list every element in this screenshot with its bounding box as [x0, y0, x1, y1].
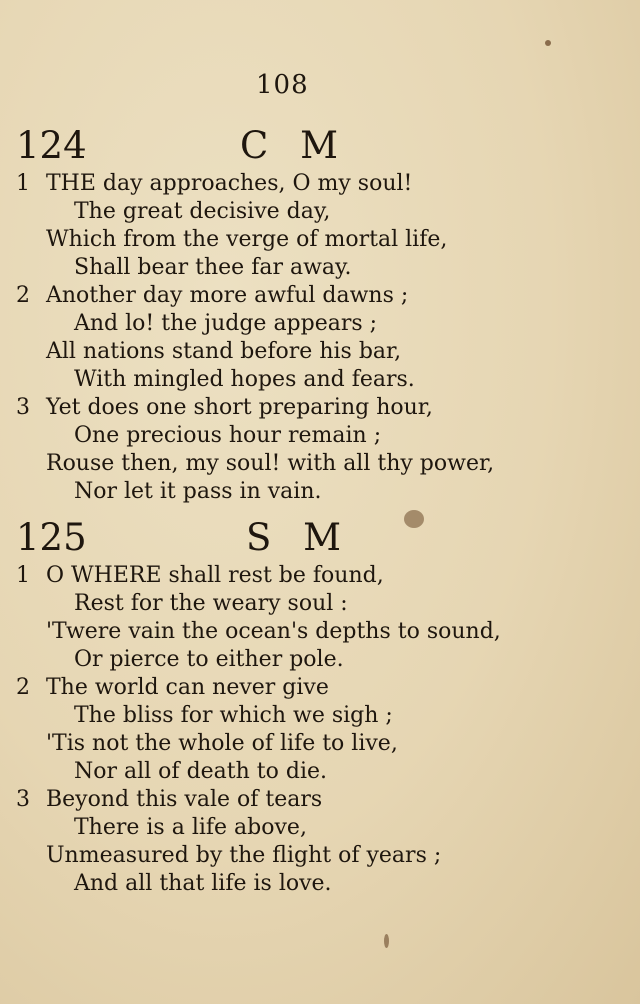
verse-number: 1: [16, 563, 30, 588]
ink-spot: [384, 934, 389, 948]
verse-line: And all that life is love.: [74, 871, 332, 896]
verse-line: Which from the verge of mortal life,: [46, 227, 448, 252]
page-number: 108: [256, 70, 309, 100]
verse-line: Another day more awful dawns ;: [46, 283, 409, 308]
hymn-header: [16, 516, 616, 560]
verse-line: Shall bear thee far away.: [74, 255, 352, 280]
verse-number: 2: [16, 283, 30, 308]
verse-line: Beyond this vale of tears: [46, 787, 323, 812]
verse-line: 'Twere vain the ocean's depths to sound,: [46, 619, 501, 644]
hymn-number: 124: [16, 124, 87, 167]
verse-line: Rest for the weary soul :: [74, 591, 348, 616]
verse-line: Yet does one short preparing hour,: [46, 395, 433, 420]
verse-line: There is a life above,: [74, 815, 307, 840]
verse-number: 2: [16, 675, 30, 700]
hymn-number: 125: [16, 516, 87, 559]
verse-line: The bliss for which we sigh ;: [74, 703, 393, 728]
verse-line: Nor all of death to die.: [74, 759, 327, 784]
verse-number: 3: [16, 787, 30, 812]
verse-line: Nor let it pass in vain.: [74, 479, 322, 504]
ink-spot: [545, 40, 551, 46]
hymn-meter: S M: [246, 516, 351, 559]
verse-number: 3: [16, 395, 30, 420]
verse-line: The great decisive day,: [74, 199, 331, 224]
verse-number: 1: [16, 171, 30, 196]
verse-line: All nations stand before his bar,: [46, 339, 402, 364]
verse-line: 'Tis not the whole of life to live,: [46, 731, 398, 756]
verse-line: Unmeasured by the flight of years ;: [46, 843, 442, 868]
verse-line: One precious hour remain ;: [74, 423, 382, 448]
hymn-meter: C M: [240, 124, 348, 167]
verse-line: THE day approaches, O my soul!: [46, 171, 413, 196]
hymn-header: [16, 124, 616, 168]
verse-line: Rouse then, my soul! with all thy power,: [46, 451, 495, 476]
verse-line: Or pierce to either pole.: [74, 647, 344, 672]
verse-line: The world can never give: [46, 675, 329, 700]
verse-line: And lo! the judge appears ;: [74, 311, 378, 336]
verse-line: With mingled hopes and fears.: [74, 367, 415, 392]
verse-line: O WHERE shall rest be found,: [46, 563, 384, 588]
